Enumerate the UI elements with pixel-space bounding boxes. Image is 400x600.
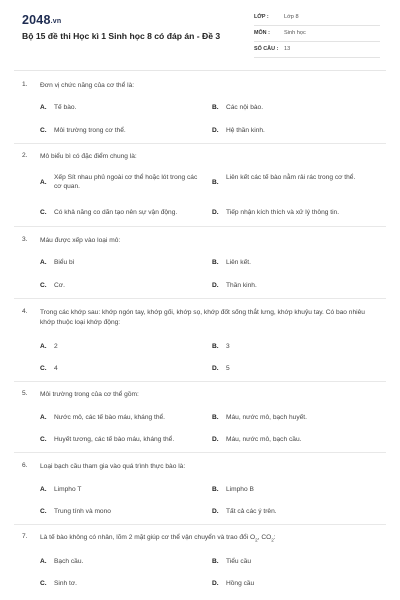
meta-row-count	[254, 42, 380, 58]
option-letter: C.	[40, 282, 47, 289]
question-text: Mô biểu bì có đặc điểm chung là:	[40, 153, 137, 160]
option-letter: A.	[40, 558, 47, 565]
question-text: Đơn vị chức năng của cơ thể là:	[40, 82, 135, 89]
question-number: 1.	[22, 81, 28, 88]
option-text: Cơ.	[54, 282, 65, 289]
option-letter: D.	[212, 365, 219, 372]
site-logo[interactable]	[22, 13, 61, 27]
option-letter: D.	[212, 127, 219, 134]
option-letter: D.	[212, 436, 219, 443]
question-divider	[14, 143, 386, 144]
question-number: 5.	[22, 390, 28, 397]
option-text: Bạch cầu.	[54, 558, 84, 565]
meta-row-class	[254, 10, 380, 26]
option-text: Liên kết.	[226, 259, 251, 266]
option-letter: A.	[40, 343, 47, 350]
question-number: 4.	[22, 308, 28, 315]
question-number: 2.	[22, 152, 28, 159]
logo-suffix: .vn	[50, 18, 62, 25]
option-text: Hệ thần kinh.	[226, 127, 265, 134]
option-letter: A.	[40, 414, 47, 421]
option-text: Hồng cầu	[226, 580, 255, 587]
option-text: Tế bào.	[54, 104, 77, 111]
option-letter: D.	[212, 508, 219, 515]
option-letter: B.	[212, 343, 219, 350]
option-text: Sinh tơ.	[54, 580, 78, 587]
option-letter: A.	[40, 486, 47, 493]
option-letter: B.	[212, 486, 219, 493]
option-text: Có khả năng co dãn tạo nên sự vận động.	[54, 209, 178, 216]
meta-row-subject	[254, 26, 380, 42]
option-text: Limpho B	[226, 486, 254, 493]
option-text: Tiểu cầu	[226, 558, 252, 565]
option-letter: A.	[40, 178, 47, 186]
option-letter: A.	[40, 259, 47, 266]
question-divider	[14, 298, 386, 299]
question-text: Máu được xếp vào loại mô:	[40, 237, 121, 244]
question-text: Môi trường trong của cơ thể gồm:	[40, 391, 139, 398]
meta-value: Sinh học	[284, 30, 306, 36]
option-text: Limpho T	[54, 486, 82, 493]
option-letter: C.	[40, 580, 47, 587]
meta-value: Lớp 8	[284, 14, 299, 20]
meta-key: SỐ CÂU :	[254, 46, 279, 52]
option-text: Máu, nước mô, bạch huyết.	[226, 414, 307, 421]
question-text-part: :	[273, 534, 276, 541]
logo-main: 2048	[22, 13, 51, 27]
question-divider	[14, 452, 386, 453]
document-title: Bộ 15 đề thi Học kì 1 Sinh học 8 có đáp án - Đề 3	[22, 31, 221, 41]
option-text: Tiếp nhận kích thích và xử lý thông tin.	[226, 209, 340, 216]
option-text: Liên kết các tế bào nằm rải rác trong cơ thể.	[226, 174, 356, 181]
question-number: 6.	[22, 462, 28, 469]
subscript: 2	[271, 537, 274, 543]
question-number: 7.	[22, 533, 28, 540]
question-divider	[14, 226, 386, 227]
question-divider	[14, 381, 386, 382]
option-text: 2	[54, 343, 58, 350]
option-letter: D.	[212, 209, 219, 216]
option-text: Xếp Sít nhau phủ ngoài cơ thể hoặc lót trong các cơ quan.	[54, 174, 198, 190]
option-text: 4	[54, 365, 58, 372]
question-text-part: Là tế bào không có nhân, lõm 2 mặt giúp cơ thể vận chuyển và trao đổi O	[40, 534, 256, 541]
option-text: Máu, nước mô, bạch cầu.	[226, 436, 302, 443]
question-text-part: , CO	[257, 534, 272, 541]
option-text: Huyết tương, các tế bào máu, kháng thể.	[54, 436, 175, 443]
question-divider	[14, 524, 386, 525]
option-letter: B.	[212, 178, 219, 186]
option-text: Tất cả các ý trên.	[226, 508, 277, 515]
option-text: Nước mô, các tế bào máu, kháng thể.	[54, 414, 165, 421]
question-text: Loại bạch cầu tham gia vào quá trình thực bào là:	[40, 463, 186, 470]
option-letter: B.	[212, 104, 219, 111]
option-letter: C.	[40, 436, 47, 443]
meta-table	[254, 10, 380, 58]
question-text: Trong các khớp sau: khớp ngón tay, khớp gối, khớp sọ, khớp đốt sống thắt lưng, khớp khuỷu tay. Có bao nhiêu khớp thuộc loại khớp động:	[40, 309, 365, 326]
option-letter: B.	[212, 558, 219, 565]
option-text: Biểu bì	[54, 259, 75, 266]
option-letter: C.	[40, 508, 47, 515]
option-letter: B.	[212, 414, 219, 421]
option-text: 5	[226, 365, 230, 372]
question-number: 3.	[22, 236, 28, 243]
subscript: 2	[255, 537, 258, 543]
option-text: Các nội bào.	[226, 104, 264, 111]
option-letter: D.	[212, 282, 219, 289]
option-text: 3	[226, 343, 230, 350]
option-letter: D.	[212, 580, 219, 587]
option-letter: B.	[212, 259, 219, 266]
option-text: Thần kinh.	[226, 282, 257, 289]
option-letter: C.	[40, 209, 47, 216]
question-text	[40, 533, 380, 545]
option-text: Môi trường trong cơ thể.	[54, 127, 126, 134]
meta-value: 13	[284, 46, 291, 52]
option-text: Trung tính và mono	[54, 508, 111, 515]
option-letter: A.	[40, 104, 47, 111]
meta-key: MÔN :	[254, 30, 270, 36]
option-letter: C.	[40, 365, 47, 372]
meta-key: LỚP :	[254, 14, 269, 20]
option-letter: C.	[40, 127, 47, 134]
header-divider	[14, 70, 386, 71]
